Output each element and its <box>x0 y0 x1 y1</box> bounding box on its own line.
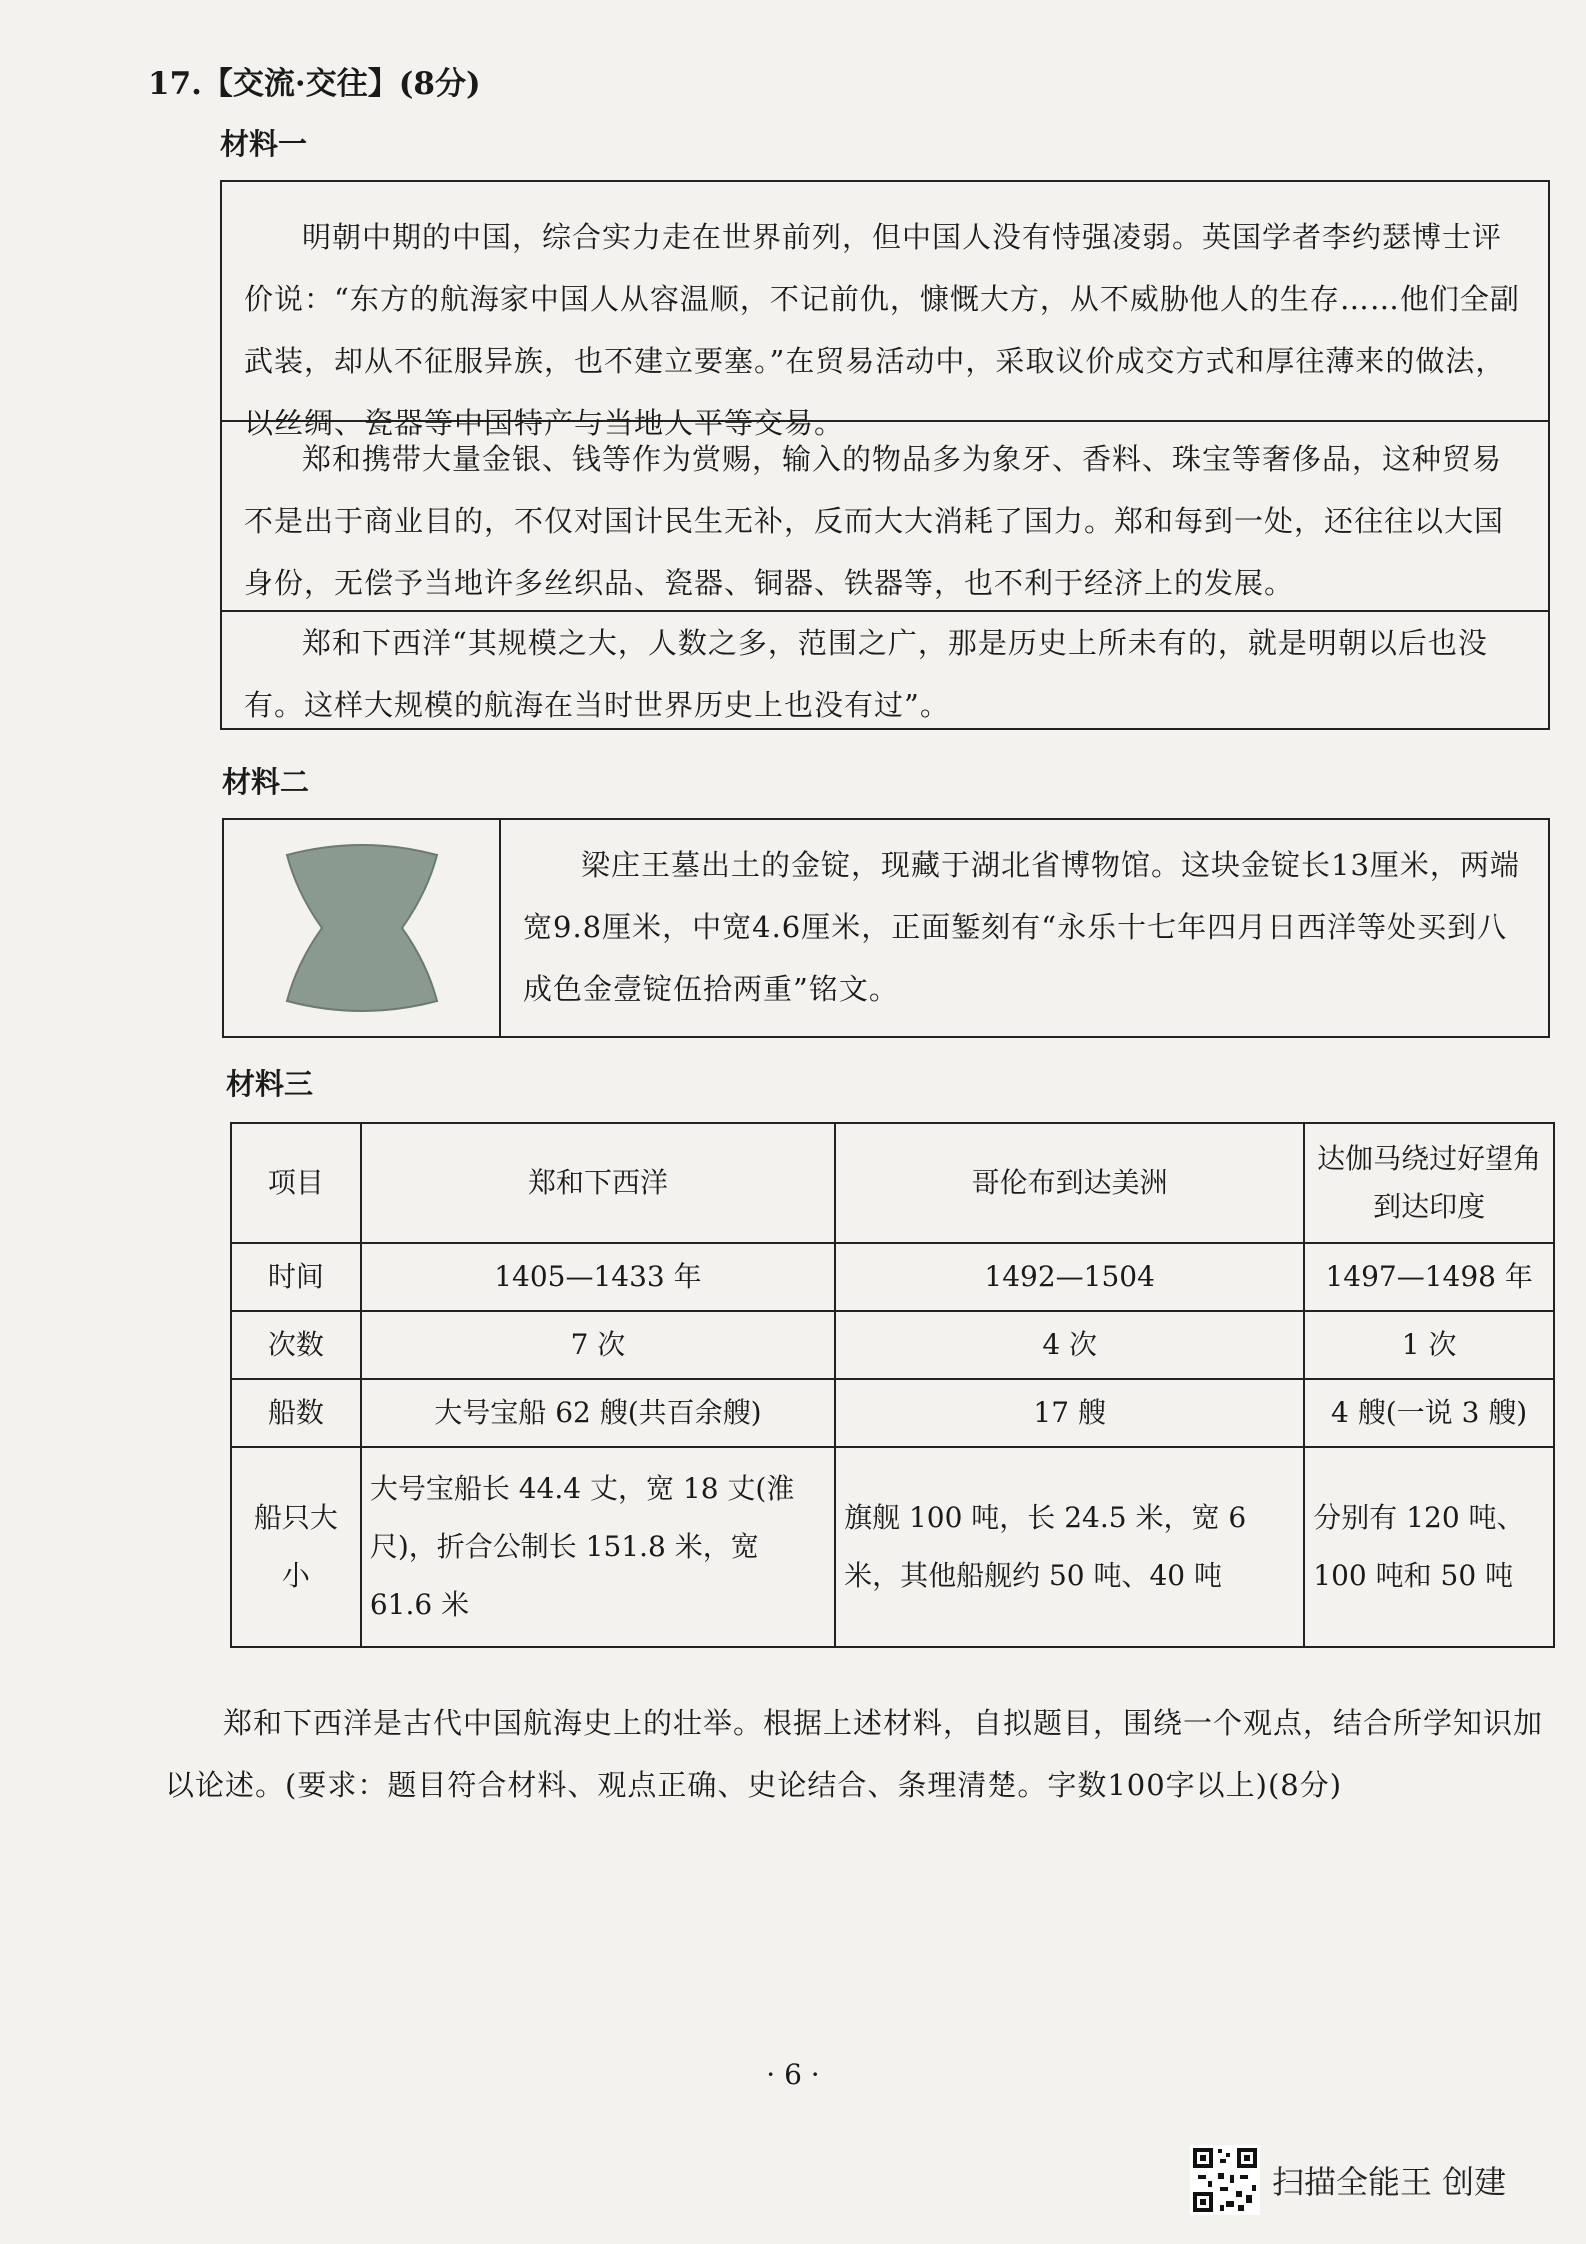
material1-section <box>222 182 1548 440</box>
table-cell: 大号宝船长 44.4 丈，宽 18 丈(淮尺)，折合公制长 151.8 米，宽 61.6 米 <box>361 1447 835 1647</box>
table-cell: 17 艘 <box>835 1379 1304 1447</box>
table-row <box>231 1379 1554 1447</box>
table-header-row <box>231 1123 1554 1243</box>
table-cell: 1 次 <box>1304 1311 1554 1379</box>
material1-box <box>220 180 1550 730</box>
table-cell: 次数 <box>231 1311 361 1379</box>
table-cell: 1497—1498 年 <box>1304 1243 1554 1311</box>
scanner-watermark <box>1190 2145 1506 2215</box>
material2-label: 材料二 <box>222 765 310 799</box>
material1-paragraph: 郑和下西洋“其规模之大，人数之多，范围之广，那是历史上所未有的，就是明朝以后也没有。这样大规模的航海在当时世界历史上也没有过”。 <box>244 626 1488 722</box>
table-header-cell: 达伽马绕过好望角到达印度 <box>1304 1123 1554 1243</box>
table-cell: 分别有 120 吨、100 吨和 50 吨 <box>1304 1447 1554 1647</box>
table-row <box>231 1243 1554 1311</box>
table-header-cell: 哥伦布到达美洲 <box>835 1123 1304 1243</box>
table-cell: 1492—1504 <box>835 1243 1304 1311</box>
gold-ingot-image <box>224 820 501 1036</box>
table-cell: 7 次 <box>361 1311 835 1379</box>
comparison-table <box>230 1122 1555 1648</box>
table-cell: 时间 <box>231 1243 361 1311</box>
table-cell: 大号宝船 62 艘(共百余艘) <box>361 1379 835 1447</box>
qr-code-icon <box>1190 2145 1260 2215</box>
material2-paragraph: 梁庄王墓出土的金锭，现藏于湖北省博物馆。这块金锭长13厘米，两端宽9.8厘米，中宽4.6厘米，正面錾刻有“永乐十七年四月日西洋等处买到八成色金壹锭伍拾两重”铭文。 <box>523 848 1520 1006</box>
table-cell: 1405—1433 年 <box>361 1243 835 1311</box>
material3-label: 材料三 <box>226 1067 314 1101</box>
material1-paragraph: 郑和携带大量金银、钱等作为赏赐，输入的物品多为象牙、香料、珠宝等奢侈品，这种贸易不是出于商业目的，不仅对国计民生无补，反而大大消耗了国力。郑和每到一处，还往往以大国身份，无偿予当地许多丝织品、瓷器、铜器、铁器等，也不利于经济上的发展。 <box>244 442 1505 600</box>
table-cell: 船数 <box>231 1379 361 1447</box>
table-row <box>231 1447 1554 1647</box>
material1-section <box>222 612 1548 728</box>
table-header-cell: 郑和下西洋 <box>361 1123 835 1243</box>
table-cell: 船只大小 <box>231 1447 361 1647</box>
material2-box <box>222 818 1550 1038</box>
page-number: · 6 · <box>766 2058 820 2091</box>
essay-task <box>165 1692 1555 1816</box>
table-row <box>231 1311 1554 1379</box>
question-title: 17.【交流·交往】(8分) <box>148 66 481 102</box>
material1-paragraph: 明朝中期的中国，综合实力走在世界前列，但中国人没有恃强凌弱。英国学者李约瑟博士评价说：“东方的航海家中国人从容温顺，不记前仇，慷慨大方，从不威胁他人的生存……他们全副武装，却从不征服异族，也不建立要塞。”在贸易活动中，采取议价成交方式和厚往薄来的做法，以丝绸、瓷器等中国特产与当地人平等交易。 <box>244 220 1520 440</box>
material1-label: 材料一 <box>220 127 308 161</box>
table-cell: 4 艘(一说 3 艘) <box>1304 1379 1554 1447</box>
material1-section <box>222 422 1548 612</box>
scanner-app-name: 扫描全能王 创建 <box>1272 2163 1507 2201</box>
table-header-cell: 项目 <box>231 1123 361 1243</box>
table-cell: 4 次 <box>835 1311 1304 1379</box>
material2-text-cell <box>501 820 1548 1036</box>
essay-task-text: 郑和下西洋是古代中国航海史上的壮举。根据上述材料，自拟题目，围绕一个观点，结合所学知识加以论述。(要求：题目符合材料、观点正确、史论结合、条理清楚。字数100字以上)(8分) <box>165 1706 1544 1802</box>
table-cell: 旗舰 100 吨，长 24.5 米，宽 6 米，其他船舰约 50 吨、40 吨 <box>835 1447 1304 1647</box>
